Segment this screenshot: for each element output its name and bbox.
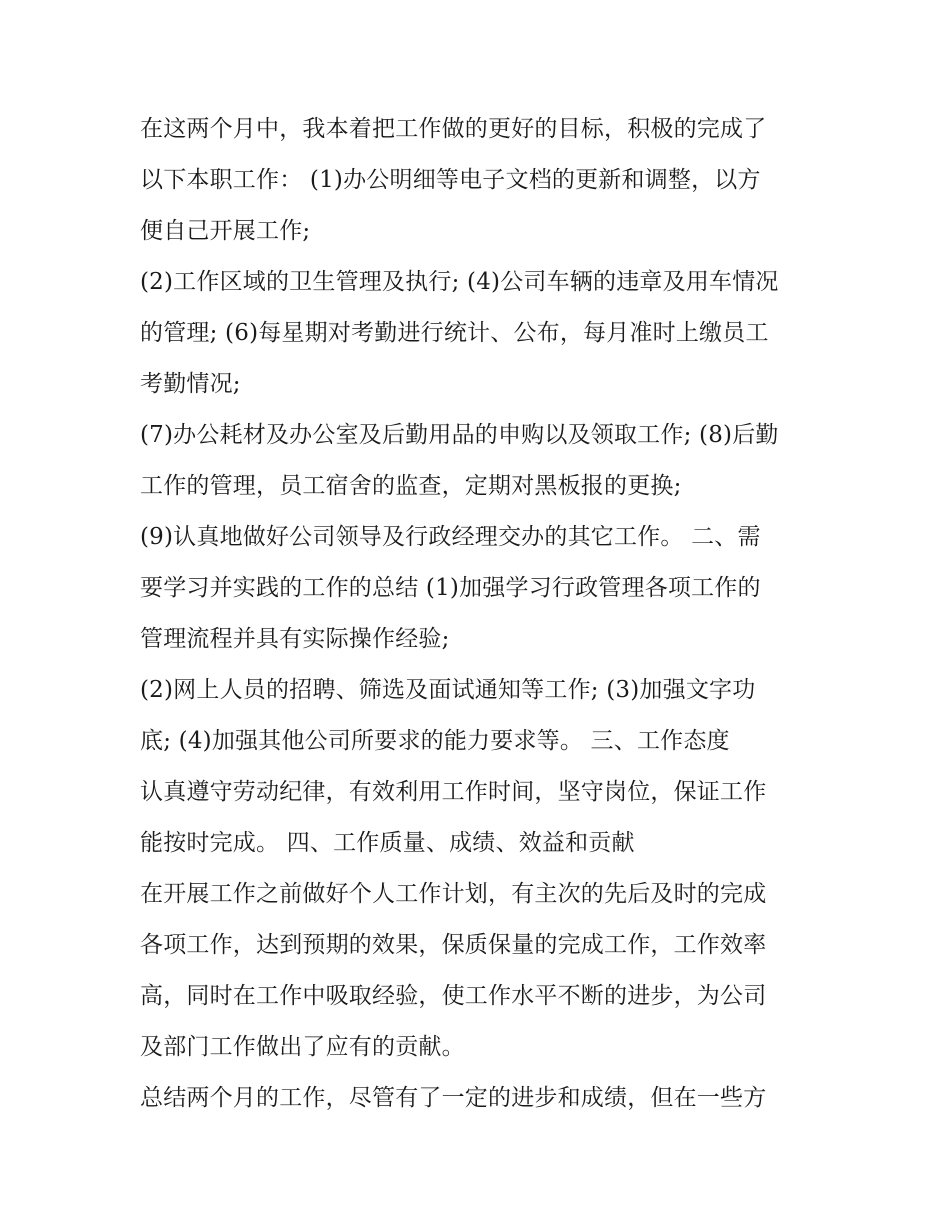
text-line: 能按时完成。 四、工作质量、成绩、效益和贡献: [140, 830, 635, 856]
text-line: 工作的管理，员工宿舍的监查，定期对黑板报的更换;: [140, 473, 682, 499]
text-line: (2)网上人员的招聘、筛选及面试通知等工作; (3)加强文字功: [140, 677, 756, 703]
text-line: (2)工作区域的卫生管理及执行; (4)公司车辆的违章及用车情况: [140, 269, 779, 295]
text-line: 认真遵守劳动纪律，有效利用工作时间，坚守岗位，保证工作: [140, 779, 767, 805]
text-line: 考勤情况;: [140, 371, 241, 397]
text-line: 总结两个月的工作，尽管有了一定的进步和成绩，但在一些方: [140, 1085, 767, 1111]
text-line: 在开展工作之前做好个人工作计划，有主次的先后及时的完成: [140, 881, 767, 907]
text-line: 管理流程并具有实际操作经验;: [140, 626, 450, 652]
text-line: 高，同时在工作中吸取经验，使工作水平不断的进步，为公司: [140, 983, 767, 1009]
text-line: 以下本职工作： (1)办公明细等电子文档的更新和调整，以方: [140, 167, 761, 193]
text-line: 在这两个月中，我本着把工作做的更好的目标，积极的完成了: [140, 116, 767, 142]
text-line: (7)办公耗材及办公室及后勤用品的申购以及领取工作; (8)后勤: [140, 422, 779, 448]
document-body: [140, 104, 820, 1124]
text-line: (9)认真地做好公司领导及行政经理交办的其它工作。 二、需: [140, 524, 761, 550]
text-line: 要学习并实践的工作的总结 (1)加强学习行政管理各项工作的: [140, 575, 761, 601]
text-line: 及部门工作做出了应有的贡献。: [140, 1034, 465, 1060]
text-line: 的管理; (6)每星期对考勤进行统计、公布，每月准时上缴员工: [140, 320, 769, 346]
text-line: 各项工作，达到预期的效果，保质保量的完成工作，工作效率: [140, 932, 767, 958]
text-line: 底; (4)加强其他公司所要求的能力要求等。 三、工作态度: [140, 728, 730, 754]
text-line: 便自己开展工作;: [140, 218, 311, 244]
